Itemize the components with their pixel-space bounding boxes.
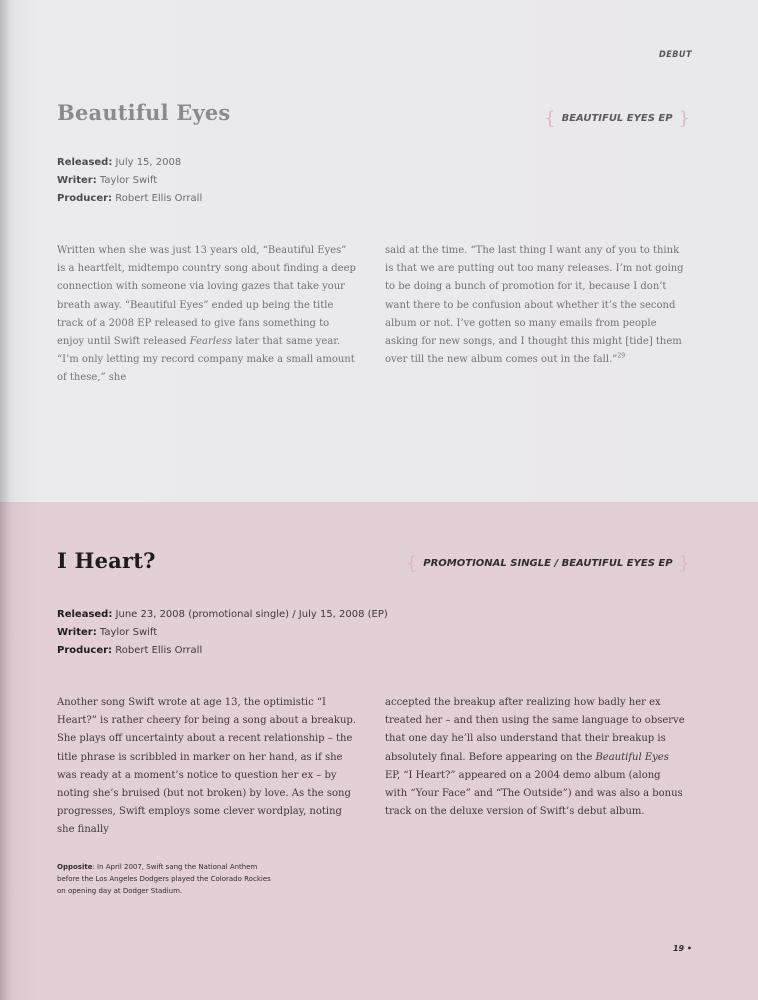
writer-line — [57, 624, 388, 642]
brace-close: } — [678, 553, 690, 574]
body-text: Written when she was just 13 years old, “Beautiful Eyes” is a heartfelt, midtempo country song about finding a deep connection with someone via loving gazes that take your breath away. “Beautiful Eyes” ended up being the title track of a 2008 EP released to give fans something to enjoy until Swift released — [57, 245, 356, 348]
release-tag-text: BEAUTIFUL EYES EP — [561, 113, 673, 124]
album-title: Fearless — [189, 336, 233, 348]
released-value: July 15, 2008 — [115, 157, 182, 168]
body-column-left — [57, 694, 357, 840]
released-label: Released: — [57, 609, 113, 620]
writer-label: Writer: — [57, 175, 97, 186]
producer-line — [57, 190, 202, 208]
writer-label: Writer: — [57, 627, 97, 638]
photo-caption — [57, 861, 272, 897]
release-tag-beautiful-eyes — [538, 108, 696, 129]
producer-label: Producer: — [57, 193, 113, 204]
body-column-right — [385, 694, 685, 821]
producer-value: Robert Ellis Orrall — [115, 645, 203, 656]
producer-line — [57, 642, 388, 660]
song-title-i-heart: I Heart? — [57, 548, 156, 573]
page-gutter-shadow — [0, 0, 10, 1000]
body-text: EP, “I Heart?” appeared on a 2004 demo album (along with “Your Face” and “The Outside”) and was also a bonus track on the deluxe version of Swift’s debut album. — [385, 769, 683, 818]
release-tag-text: PROMOTIONAL SINGLE / BEAUTIFUL EYES EP — [423, 558, 673, 569]
released-label: Released: — [57, 157, 113, 168]
body-column-right — [385, 242, 685, 369]
body-text: later that same year. “I’m only letting my record company make a small amount of these,” she — [57, 336, 355, 384]
brace-close: } — [678, 108, 690, 129]
caption-text: : In April 2007, Swift sang the National Anthem before the Los Angeles Dodgers played the Colorado Rockies on opening day at Dodger Stadium. — [57, 863, 271, 895]
page-number: 19 • — [672, 944, 692, 953]
song-credits-i-heart — [57, 606, 388, 660]
body-paragraph — [385, 242, 685, 369]
body-column-left — [57, 242, 357, 388]
released-line — [57, 154, 202, 172]
body-paragraph — [57, 242, 357, 388]
brace-open: { — [544, 108, 556, 129]
song-title-beautiful-eyes: Beautiful Eyes — [57, 100, 231, 125]
caption-label: Opposite — [57, 863, 93, 871]
writer-value: Taylor Swift — [99, 627, 158, 638]
writer-line — [57, 172, 202, 190]
body-text: said at the time. “The last thing I want any of you to think is that we are putting out too many releases. I’m not going to be doing a bunch of promotion for it, because I don’t want there to be confusion about whether it’s the second album or not. I’ve gotten so many emails from people asking for new songs, and I thought this might [tide] them over till the new album comes out in the fall.” — [385, 245, 684, 366]
album-title: Beautiful Eyes — [595, 751, 669, 763]
release-tag-i-heart — [400, 553, 696, 574]
producer-label: Producer: — [57, 645, 113, 656]
song-credits-beautiful-eyes — [57, 154, 202, 208]
body-text: accepted the breakup after realizing how badly her ex treated her – and then using the same language to observe that one day he’ll also understand that their breakup is absolutely final. Before appearing on the — [385, 697, 685, 763]
released-value: June 23, 2008 (promotional single) / July 15, 2008 (EP) — [115, 609, 388, 620]
writer-value: Taylor Swift — [99, 175, 158, 186]
footnote-marker: 29 — [617, 352, 626, 360]
producer-value: Robert Ellis Orrall — [115, 193, 203, 204]
released-line — [57, 606, 388, 624]
body-paragraph: Another song Swift wrote at age 13, the optimistic “I Heart?” is rather cheery for being a song about a breakup. She plays off uncertainty about a recent relationship – the title phrase is scribbled in marker on her hand, as if she was ready at a moment’s notice to question her ex – by noting she’s bruised (but not broken) by love. As the song progresses, Swift employs some clever wordplay, noting she finally — [57, 697, 356, 836]
body-paragraph — [385, 694, 685, 821]
running-head: DEBUT — [658, 50, 692, 60]
brace-open: { — [405, 553, 418, 574]
